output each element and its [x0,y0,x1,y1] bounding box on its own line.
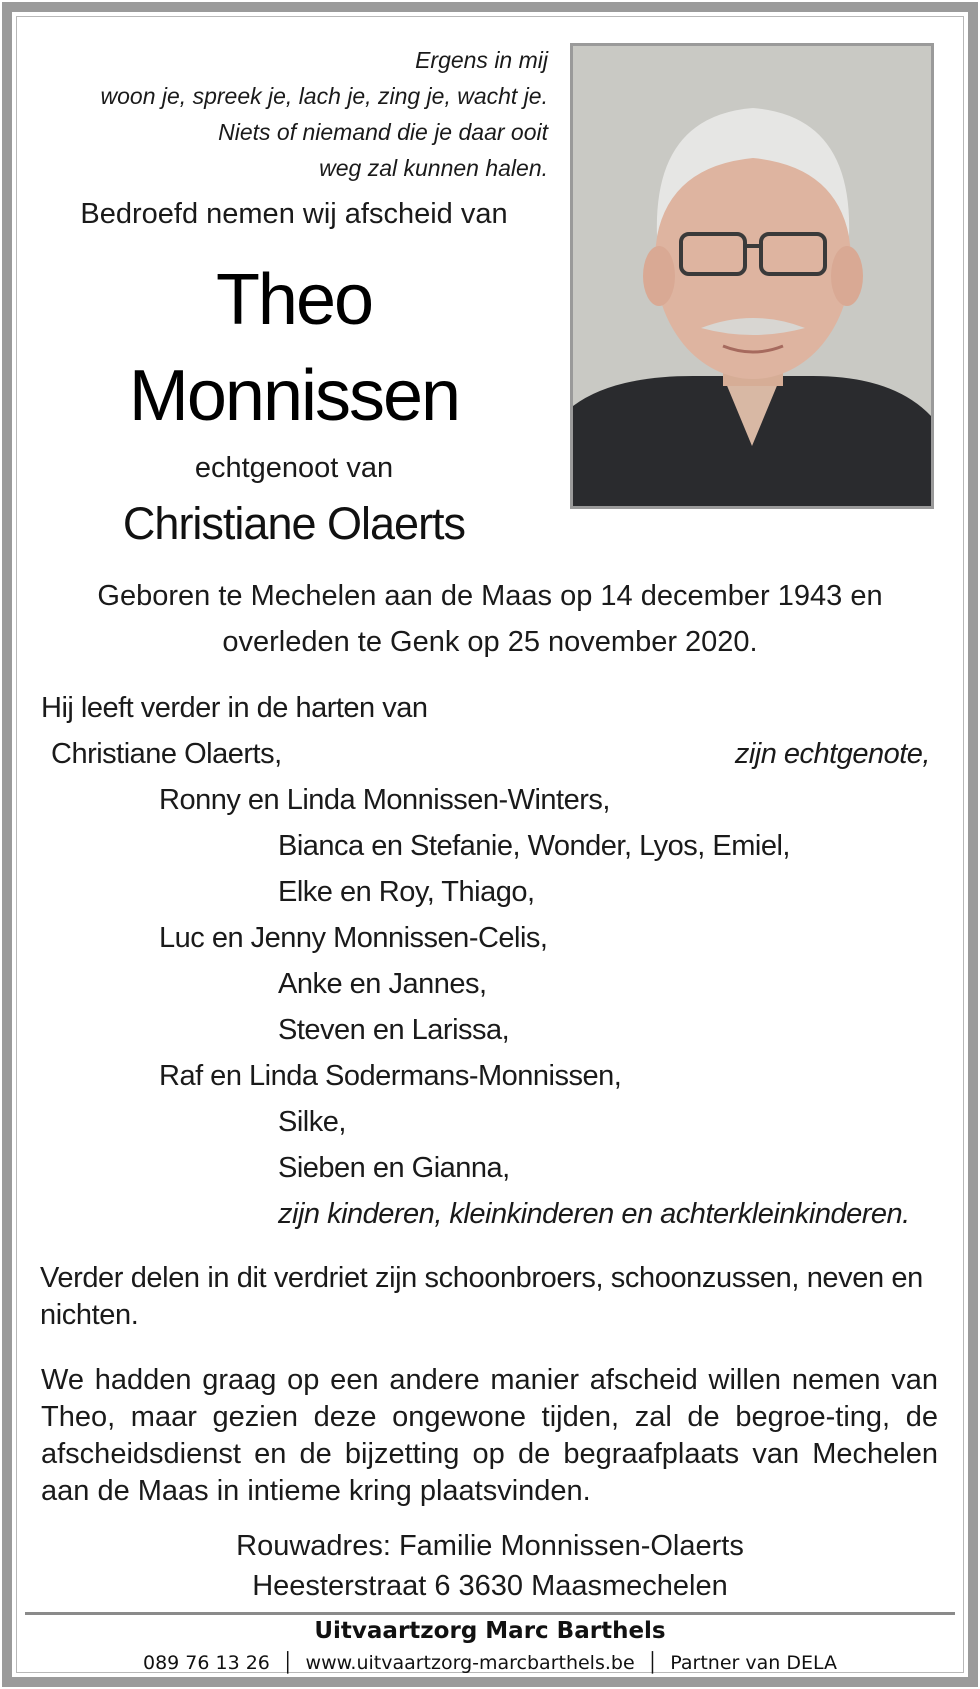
family-line: Luc en Jenny Monnissen-Celis, [159,922,548,954]
footer-separator: │ [275,1652,300,1674]
family-line: Anke en Jannes, [278,968,487,1000]
footer-website[interactable]: www.uitvaartzorg-marcbarthels.be [305,1652,635,1674]
farewell-text: We hadden graag op een andere manier afscheid willen nemen van Theo, maar gezien deze ongewone tijden, zal de begroe-ting, de afscheidsdienst en de bijzetting op de begraafplaats van Mechelen aan de Maas in intieme kring plaatsvinden. [41,1364,938,1507]
spouse-entry-role: zijn echtgenote, [734,738,930,770]
footer-phone: 089 76 13 26 [142,1652,270,1674]
poem-line-4: weg zal kunnen halen. [319,155,548,181]
family-line: Bianca en Stefanie, Wonder, Lyos, Emiel, [278,830,790,862]
family-role: zijn kinderen, kleinkinderen en achterkleinkinderen. [278,1198,910,1230]
poem-line-1: Ergens in mij [415,47,548,73]
intro-text: Bedroefd nemen wij afscheid van [80,198,508,230]
spouse-label: echtgenoot van [194,452,394,484]
footer-separator: │ [640,1652,665,1674]
footer-divider [25,1612,955,1615]
extended-family-text: Verder delen in dit verdriet zijn schoonbroers, schoonzussen, neven en nichten. [40,1262,923,1331]
footer-company: Uitvaartzorg Marc Barthels [314,1618,666,1644]
lives-on-text: Hij leeft verder in de harten van [41,692,428,724]
spouse-name: Christiane Olaerts [122,498,466,549]
address-label: Rouwadres: Familie Monnissen-Olaerts [236,1530,744,1562]
family-line: Elke en Roy, Thiago, [278,876,535,908]
family-line: Ronny en Linda Monnissen-Winters, [159,784,610,816]
family-line: Steven en Larissa, [278,1014,510,1046]
address-line: Heesterstraat 6 3630 Maasmechelen [252,1570,728,1602]
death-line: overleden te Genk op 25 november 2020. [222,626,758,658]
family-line: Raf en Linda Sodermans-Monnissen, [159,1060,622,1092]
portrait-photo-icon [573,46,931,506]
footer-contact [40,1652,940,1674]
poem-line-3: Niets of niemand die je daar ooit [218,119,548,145]
first-name: Theo [215,260,373,340]
portrait-photo [570,43,934,509]
poem-line-2: woon je, spreek je, lach je, zing je, wacht je. [100,83,548,109]
family-line: Silke, [278,1106,346,1138]
last-name: Monnissen [128,356,460,436]
footer-partner: Partner van DELA [670,1652,837,1674]
family-line: Sieben en Gianna, [278,1152,510,1184]
birth-line: Geboren te Mechelen aan de Maas op 14 december 1943 en [97,580,883,612]
spouse-entry-name: Christiane Olaerts, [51,738,282,770]
